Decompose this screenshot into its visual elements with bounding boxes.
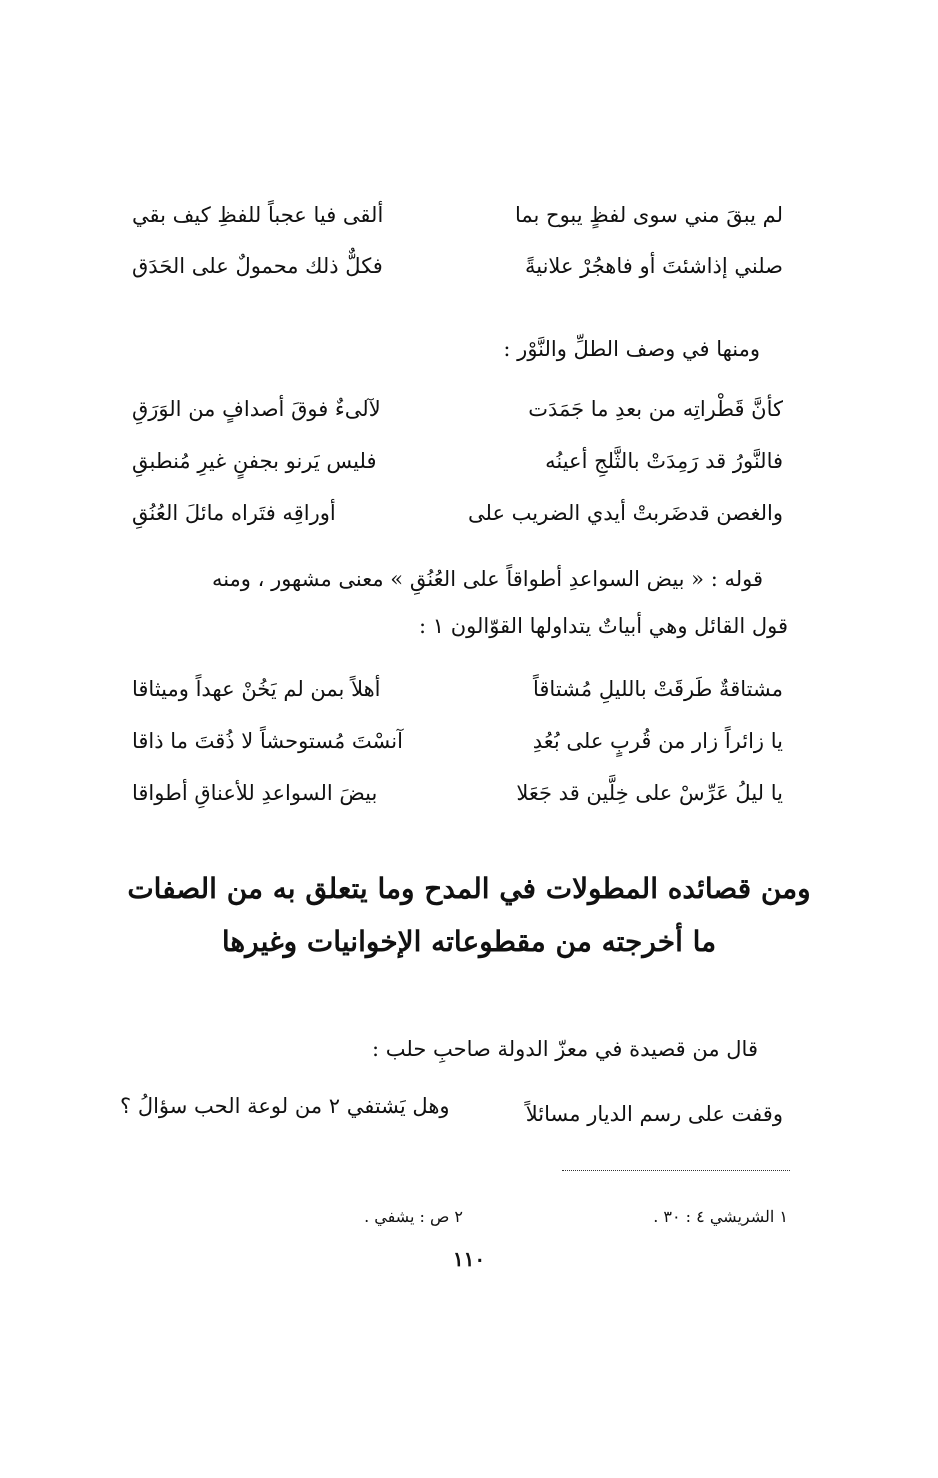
- commentary-line: قوله : « بيض السواعدِ أطواقاً على العُنُقِ » معنى مشهور ، ومنه: [211, 567, 763, 591]
- commentary-line: قول القائل وهي أبياتٌ يتداولها القوّالون ١ :: [418, 614, 788, 638]
- verse-hemistich-second: أهلاً بمن لم يَخُنْ عهداً وميثاقا: [132, 677, 381, 701]
- verse-hemistich-second: وهل يَشتفي ٢ من لوعة الحب سؤالُ ؟: [120, 1094, 450, 1118]
- verse-hemistich-first: والغصن قدضَربتْ أيدي الضريب على: [468, 501, 783, 525]
- section-heading: ومن قصائده المطولات في المدح وما يتعلق به من الصفات: [127, 872, 811, 905]
- verse-hemistich-first: فالنَّورُ قد رَمِدَتْ بالثَّلجِ أعينُه: [545, 449, 783, 473]
- section-intro: قال من قصيدة في معزّ الدولة صاحبِ حلب :: [372, 1037, 758, 1061]
- page-number: ١١٠: [452, 1247, 486, 1271]
- verse-hemistich-second: آنسْتَ مُستوحشاً لا ذُقتَ ما ذاقا: [132, 729, 403, 753]
- verse-hemistich-first: صلني إذاشئتَ أو فاهجُرْ علانيةً: [524, 254, 783, 278]
- verse-hemistich-second: لآلىءٌ فوقَ أصدافٍ من الوَرَقِ: [132, 397, 381, 421]
- footnote: ٢ ص : يشفي .: [364, 1207, 463, 1226]
- section-heading: ما أخرجته من مقطوعاته الإخوانيات وغيرها: [221, 925, 717, 958]
- footnote-divider: [562, 1170, 790, 1171]
- verse-hemistich-first: لم يبقَ مني سوى لفظٍ يبوح بما: [514, 203, 783, 227]
- verse-hemistich-second: أوراقِه فتَراه مائلَ العُنُقِ: [132, 501, 336, 525]
- verse-hemistich-first: يا زائراً زار من قُربٍ على بُعُدِ: [532, 729, 783, 753]
- verse-hemistich-first: يا ليلُ عَرِّسْ على خِلَّين قد جَعَلا: [516, 781, 783, 805]
- verse-hemistich-second: ألقى فيا عجباً للفظِ كيف بقي: [132, 203, 384, 227]
- verse-hemistich-first: كأنَّ قَطْراتِه من بعدِ ما جَمَدَت: [528, 397, 783, 421]
- verse-hemistich-first: مشتاقةٌ طَرقَتْ بالليلِ مُشتاقاً: [533, 677, 783, 701]
- section-intro: ومنها في وصف الطلِّ والنَّوْر :: [503, 337, 760, 361]
- verse-hemistich-second: فكلٌّ ذلك محمولٌ على الحَدَق: [132, 254, 383, 278]
- verse-hemistich-second: فليس يَرنو بجفنٍ غيرِ مُنطبقِ: [132, 449, 377, 473]
- footnote: ١ الشريشي ٤ : ٣٠ .: [653, 1207, 788, 1226]
- verse-hemistich-second: بيضَ السواعدِ للأعناقِ أطواقا: [132, 781, 378, 805]
- verse-hemistich-first: وقفت على رسم الديار مسائلاً: [525, 1102, 783, 1126]
